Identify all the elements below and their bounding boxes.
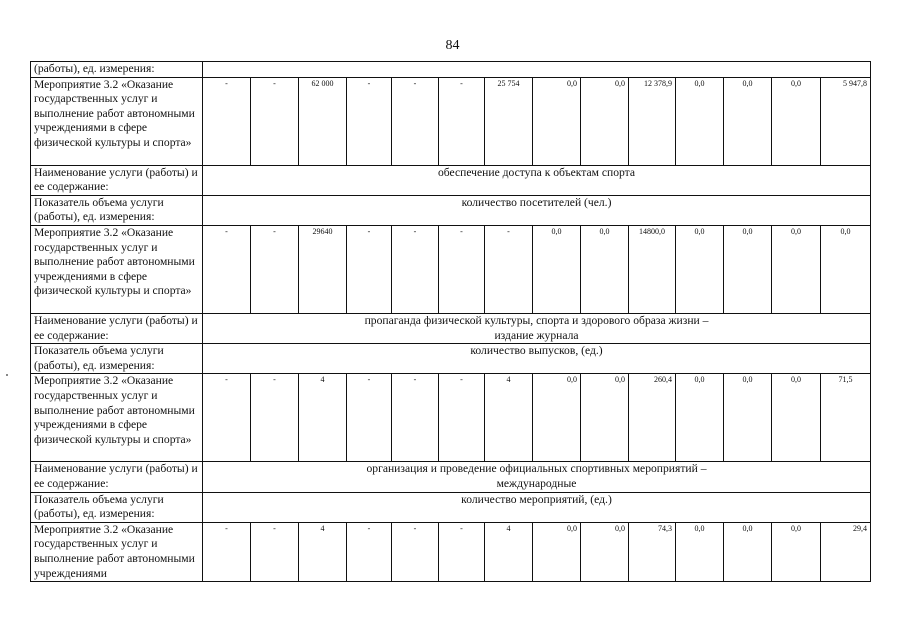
value-cell: - <box>203 374 251 462</box>
service-name-line: издание журнала <box>494 328 579 342</box>
value-cell: 14800,0 <box>629 225 676 313</box>
service-name-value <box>203 313 871 343</box>
value-cell: 4 <box>299 374 347 462</box>
activity-row <box>31 522 871 581</box>
value-cell: 0,0 <box>772 225 821 313</box>
value-cell: 0,0 <box>581 225 629 313</box>
volume-indicator-label: Показатель объема услуги (работы), ед. измерения: <box>31 195 203 225</box>
volume-indicator-row <box>31 492 871 522</box>
value-cell: 71,5 <box>821 374 871 462</box>
service-name-line: пропаганда физической культуры, спорта и здорового образа жизни – <box>364 313 709 327</box>
value-cell: - <box>203 77 251 165</box>
value-cell: - <box>392 374 439 462</box>
value-cell: 0,0 <box>581 77 629 165</box>
value-cell: - <box>251 77 299 165</box>
value-cell: - <box>347 225 392 313</box>
value-cell: 4 <box>485 522 533 581</box>
service-name-label: Наименование услуги (работы) и ее содержание: <box>31 165 203 195</box>
activity-row <box>31 77 871 165</box>
service-name-label: Наименование услуги (работы) и ее содержание: <box>31 313 203 343</box>
value-cell: - <box>392 77 439 165</box>
value-cell: 12 378,9 <box>629 77 676 165</box>
service-name-row <box>31 313 871 343</box>
value-cell: 0,0 <box>772 77 821 165</box>
value-cell: 0,0 <box>533 522 581 581</box>
value-cell: 4 <box>299 522 347 581</box>
value-cell: - <box>203 225 251 313</box>
value-cell: - <box>347 77 392 165</box>
value-cell: - <box>347 374 392 462</box>
service-name-line: международные <box>496 476 577 490</box>
service-name-row <box>31 165 871 195</box>
volume-indicator-value: количество выпусков, (ед.) <box>203 344 871 374</box>
service-name-value <box>203 462 871 492</box>
volume-indicator-label: Показатель объема услуги (работы), ед. измерения: <box>31 492 203 522</box>
value-cell: - <box>439 77 485 165</box>
activity-label: Мероприятие 3.2 «Оказание государственных услуг и выполнение работ автономными учреждениями в сфере физической культуры и спорта» <box>31 77 203 165</box>
value-cell: 0,0 <box>724 374 772 462</box>
activity-label: Мероприятие 3.2 «Оказание государственных услуг и выполнение работ автономными учреждениями в сфере физической культуры и спорта» <box>31 374 203 462</box>
value-cell: 29,4 <box>821 522 871 581</box>
value-cell: - <box>347 522 392 581</box>
value-cell: 0,0 <box>676 225 724 313</box>
page-number: 84 <box>445 38 460 53</box>
value-cell: 4 <box>485 374 533 462</box>
value-cell: - <box>439 225 485 313</box>
volume-indicator-label-fragment: (работы), ед. измерения: <box>31 62 203 78</box>
value-cell: - <box>203 522 251 581</box>
value-cell: 0,0 <box>533 374 581 462</box>
value-cell: 0,0 <box>533 225 581 313</box>
volume-indicator-label: Показатель объема услуги (работы), ед. измерения: <box>31 344 203 374</box>
activity-row <box>31 225 871 313</box>
scan-speck <box>6 374 8 376</box>
value-cell: 0,0 <box>581 522 629 581</box>
value-cell: 5 947,8 <box>821 77 871 165</box>
value-cell: 0,0 <box>821 225 871 313</box>
value-cell: 0,0 <box>724 225 772 313</box>
value-cell: 0,0 <box>724 77 772 165</box>
value-cell: 0,0 <box>676 77 724 165</box>
value-cell: 74,3 <box>629 522 676 581</box>
volume-indicator-value-fragment <box>203 62 871 78</box>
value-cell: - <box>251 225 299 313</box>
value-cell: - <box>439 522 485 581</box>
volume-indicator-row <box>31 344 871 374</box>
value-cell: 260,4 <box>629 374 676 462</box>
activity-label: Мероприятие 3.2 «Оказание государственных услуг и выполнение работ автономными учреждениями в сфере физической культуры и спорта» <box>31 225 203 313</box>
volume-indicator-value: количество посетителей (чел.) <box>203 195 871 225</box>
service-name-line: организация и проведение официальных спортивных мероприятий – <box>366 462 707 476</box>
value-cell: 0,0 <box>724 522 772 581</box>
value-cell: 0,0 <box>772 522 821 581</box>
service-name-label: Наименование услуги (работы) и ее содержание: <box>31 462 203 492</box>
activity-row <box>31 374 871 462</box>
service-name-value: обеспечение доступа к объектам спорта <box>203 165 871 195</box>
value-cell: 0,0 <box>772 374 821 462</box>
value-cell: 0,0 <box>581 374 629 462</box>
value-cell: 25 754 <box>485 77 533 165</box>
value-cell: 0,0 <box>533 77 581 165</box>
value-cell: 0,0 <box>676 374 724 462</box>
value-cell: - <box>251 374 299 462</box>
value-cell: - <box>251 522 299 581</box>
value-cell: - <box>392 522 439 581</box>
volume-indicator-row <box>31 195 871 225</box>
activity-label: Мероприятие 3.2 «Оказание государственных услуг и выполнение работ автономными учреждениями <box>31 522 203 581</box>
value-cell: - <box>392 225 439 313</box>
value-cell: - <box>485 225 533 313</box>
table-row <box>31 62 871 78</box>
services-table <box>30 61 871 582</box>
volume-indicator-value: количество мероприятий, (ед.) <box>203 492 871 522</box>
value-cell: - <box>439 374 485 462</box>
value-cell: 0,0 <box>676 522 724 581</box>
value-cell: 62 000 <box>299 77 347 165</box>
service-name-row <box>31 462 871 492</box>
value-cell: 29640 <box>299 225 347 313</box>
